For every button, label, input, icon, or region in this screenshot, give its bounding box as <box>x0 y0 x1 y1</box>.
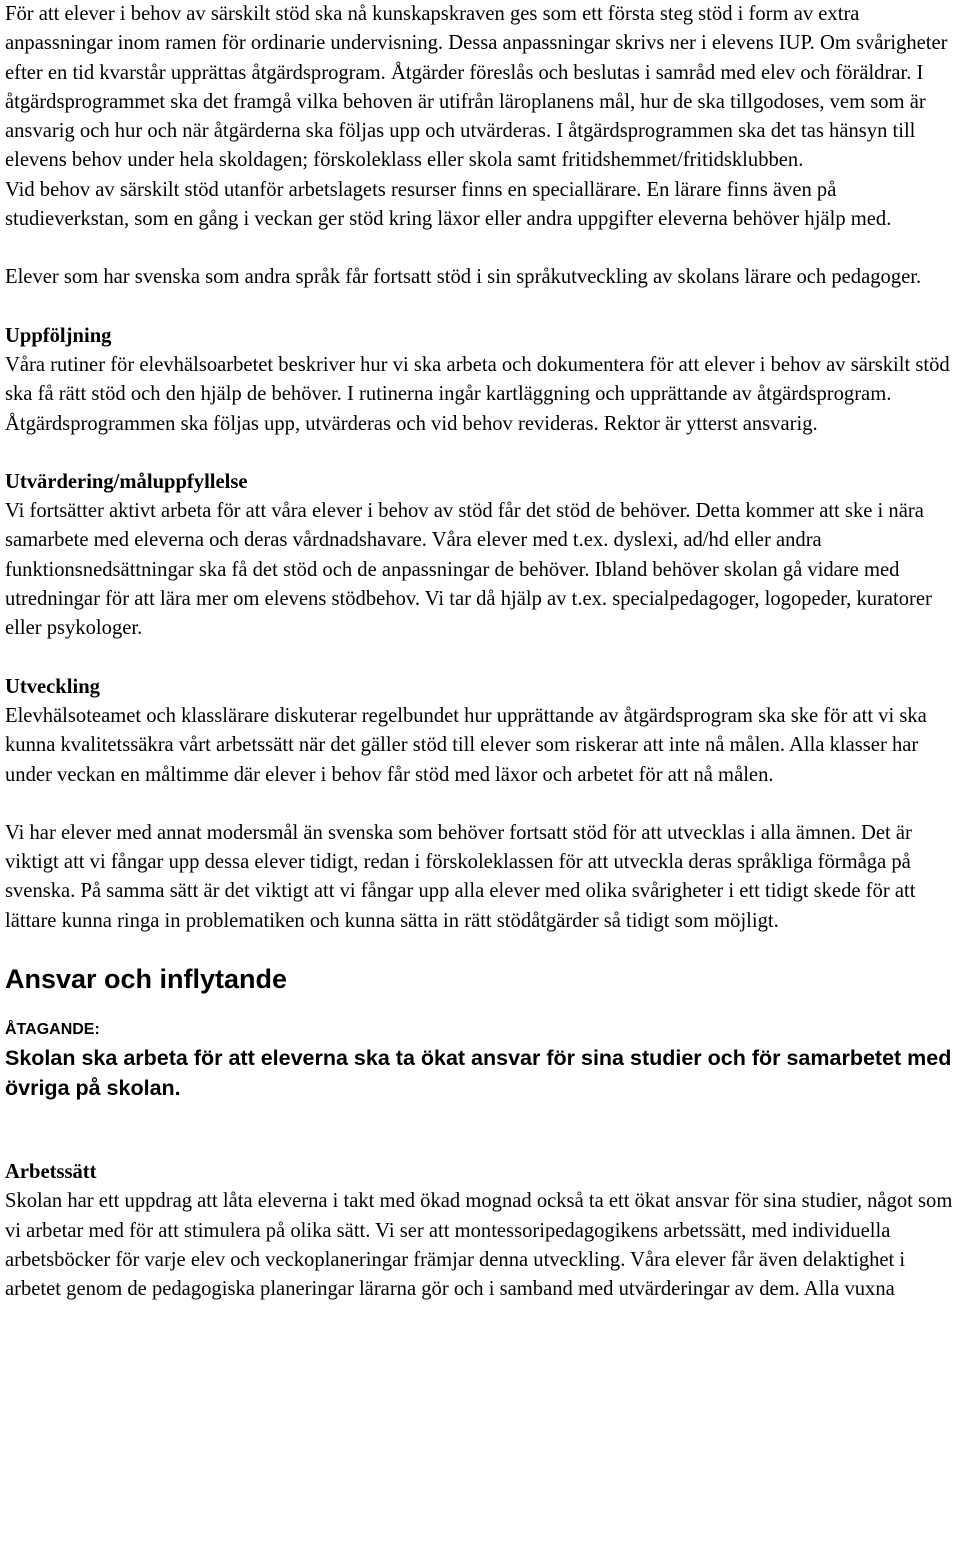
paragraph-speciallarare: Vid behov av särskilt stöd utanför arbetslagets resurser finns en speciallärare. En lärare finns även på studieverkstan, som en gång i veckan ger stöd kring läxor eller andra uppgifter eleverna behöver hjälp med. <box>5 178 892 231</box>
commitment-statement: Skolan ska arbeta för att eleverna ska ta ökat ansvar för sina studier och för samarbetet med övriga på skolan. <box>5 1046 952 1101</box>
heading-ansvar-och-inflytande: Ansvar och inflytande <box>5 964 288 995</box>
paragraph-arbetssatt: Skolan har ett uppdrag att låta eleverna i takt med ökad mognad också ta ett ökat ansvar för sina studier, något som vi arbetar med för att stimulera på olika sätt. Vi ser att montessoripedagogikens arbetssätt, med individuella arbetsböcker för varje elev och veckoplaneringar främjar denna utveckling. Våra elever får även delaktighet i arbetet genom de pedagogiska planeringar lärarna gör och i samband med utvärderingar av dem. Alla vuxna <box>5 1190 953 1301</box>
paragraph-utvardering: Vi fortsätter aktivt arbeta för att våra elever i behov av stöd får det stöd de behöver. Detta kommer att ske i nära samarbete med eleverna och deras vårdnadshavare. Våra elever med t.ex. dyslexi, ad/hd eller andra funktionsnedsättningar ska få det stöd och de anpassningar de behöver. Ibland behöver skolan gå vidare med utredningar för att lära mer om elevens stödbehov. Vi tar då hjälp av t.ex. specialpedagoger, logopeder, kuratorer eller psykologer. <box>5 500 932 640</box>
heading-uppfoljning: Uppföljning <box>5 324 112 347</box>
paragraph-utveckling-2: Vi har elever med annat modersmål än svenska som behöver fortsatt stöd för att utvecklas i alla ämnen. Det är viktigt att vi fångar upp dessa elever tidigt, redan i förskoleklassen för att utveckla deras språkliga förmåga på svenska. På samma sätt är det viktigt att vi fångar upp alla elever med olika svårigheter i ett tidigt skede för att lättare kunna ringa in problematiken och kunna sätta in rätt stödåtgärder så tidigt som möjligt. <box>5 821 916 932</box>
paragraph-utveckling-1: Elevhälsoteamet och klasslärare diskuterar regelbundet hur upprättande av åtgärdsprogram ska ske för att vi ska kunna kvalitetssäkra vårt arbetssätt när det gäller stöd till elever som riskerar att inte nå målen. Alla klasser har under veckan en måltimme där elever i behov får stöd med läxor och arbetet för att nå målen. <box>5 704 927 786</box>
heading-arbetssatt: Arbetssätt <box>5 1161 97 1184</box>
paragraph-extra-anpassningar: För att elever i behov av särskilt stöd ska nå kunskapskraven ges som ett första steg stöd i form av extra anpassningar inom ramen för ordinarie undervisning. Dessa anpassningar skrivs ner i elevens IUP. Om svårigheter efter en tid kvarstår upprättas åtgärdsprogram. Åtgärder föreslås och beslutas i samråd med elev och föräldrar. I åtgärdsprogrammet ska det framgå vilka behoven är utifrån läroplanens mål, hur de ska tillgodoses, vem som är ansvarig och hur och när åtgärderna ska följas upp och utvärderas. I åtgärdsprogrammen ska det tas hänsyn till elevens behov under hela skoldagen; förskoleklass eller skola samt fritidshemmet/fritidsklubben. <box>5 3 948 172</box>
document-page <box>5 0 955 1305</box>
heading-utvardering: Utvärdering/måluppfyllelse <box>5 470 248 493</box>
paragraph-uppfoljning: Våra rutiner för elevhälsoarbetet beskriver hur vi ska arbeta och dokumentera för att elever i behov av särskilt stöd ska få rätt stöd och den hjälp de behöver. I rutinerna ingår kartläggning och upprättande av åtgärdsprogram. Åtgärdsprogrammen ska följas upp, utvärderas och vid behov revideras. Rektor är ytterst ansvarig. <box>5 353 950 435</box>
heading-utveckling: Utveckling <box>5 675 100 698</box>
label-atagande: ÅTAGANDE: <box>5 1021 100 1039</box>
paragraph-svenska-som-andra-sprak: Elever som har svenska som andra språk får fortsatt stöd i sin språkutveckling av skolans lärare och pedagoger. <box>5 266 922 289</box>
